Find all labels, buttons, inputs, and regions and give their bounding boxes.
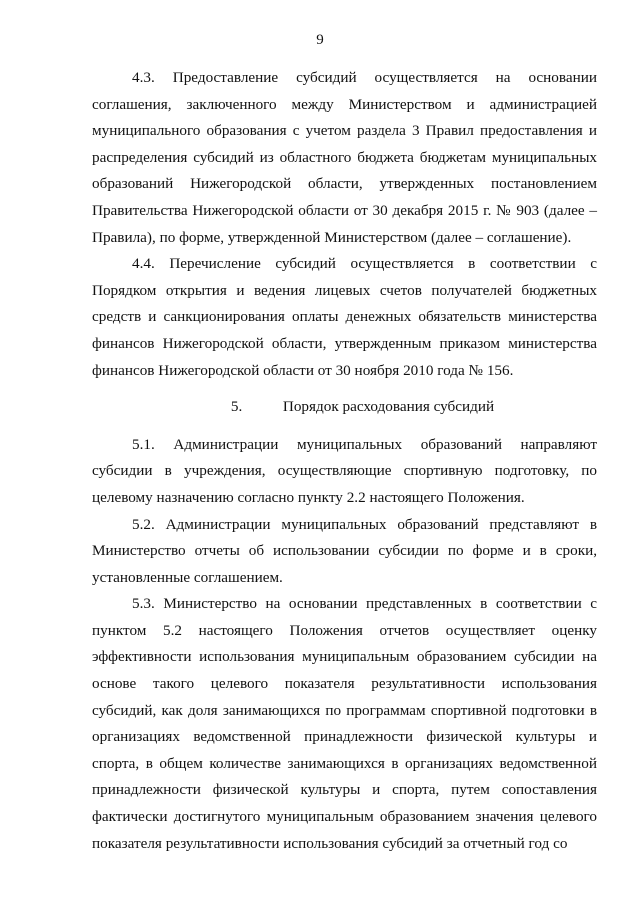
- page-number: 9: [316, 32, 324, 48]
- paragraph-4-4: 4.4. Перечисление субсидий осуществляется в соответствии с Порядком открытия и ведения лицевых счетов получателей бюджетных средств и санкционирования оплаты денежных обязательств министерства финансов Нижегородской области, утвержденным приказом министерства финансов Нижегородской области от 30 ноября 2010 года № 156.: [92, 255, 597, 379]
- document-body: [92, 65, 597, 857]
- paragraph-5-1: 5.1. Администрации муниципальных образований направляют субсидии в учреждения, осуществляющие спортивную подготовку, по целевому назначению согласно пункту 2.2 настоящего Положения.: [92, 435, 597, 506]
- paragraph-5-2: 5.2. Администрации муниципальных образований представляют в Министерство отчеты об использовании субсидии по форме и в сроки, установленные соглашением.: [92, 515, 597, 586]
- section-number: 5.: [230, 398, 243, 416]
- paragraph-5-3: 5.3. Министерство на основании представленных в соответствии с пунктом 5.2 настоящего Положения отчетов осуществляет оценку эффективности использования муниципальным образованием субсидии на основе такого целевого показателя результативности использования субсидий, как доля занимающихся по программам спортивной подготовки в организациях ведомственной принадлежности физической культуры и спорта, в общем количестве занимающихся в организациях ведомственной принадлежности физической культуры и спорта, путем сопоставления фактически достигнутого муниципальным образованием значения целевого показателя результативности использования субсидий за отчетный год со: [92, 595, 597, 852]
- section-title: Порядок расходования субсидий: [282, 398, 495, 416]
- section-heading: [92, 394, 597, 421]
- paragraph-4-3: 4.3. Предоставление субсидий осуществляется на основании соглашения, заключенного между Министерством и администрацией муниципального образования с учетом раздела 3 Правил предоставления и распределения субсидий из областного бюджета бюджетам муниципальных образований Нижегородской области, утвержденных постановлением Правительства Нижегородской области от 30 декабря 2015 г. № 903 (далее – Правила), по форме, утвержденной Министерством (далее – соглашение).: [92, 69, 597, 246]
